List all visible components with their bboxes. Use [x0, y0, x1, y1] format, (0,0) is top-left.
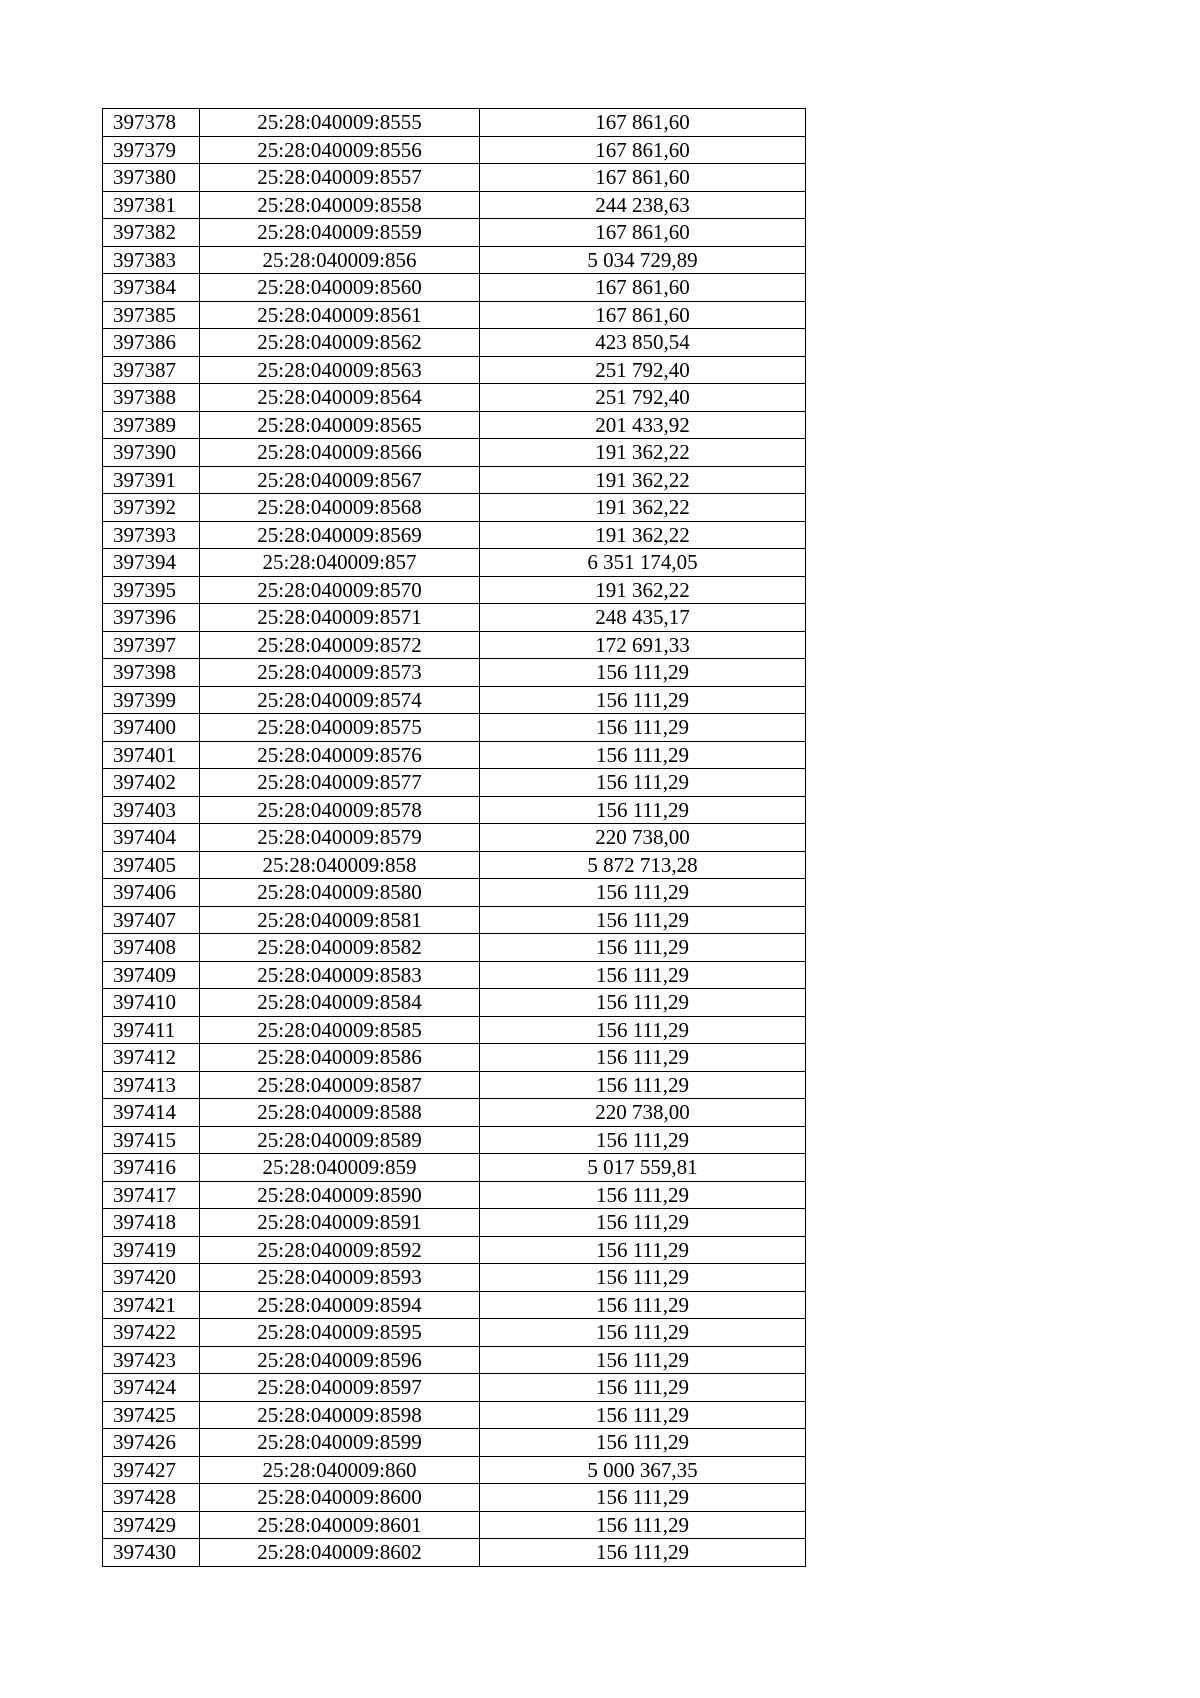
table-row	[103, 1291, 806, 1319]
cadastral-number-cell: 25:28:040009:8598	[200, 1401, 480, 1429]
table-row	[103, 1099, 806, 1127]
cadastral-number-cell: 25:28:040009:8599	[200, 1429, 480, 1457]
cadastral-number-cell: 25:28:040009:8596	[200, 1346, 480, 1374]
cadastral-number-cell: 25:28:040009:8562	[200, 329, 480, 357]
cadastral-number-cell: 25:28:040009:8564	[200, 384, 480, 412]
table-row	[103, 521, 806, 549]
cadastral-value-cell: 201 433,92	[480, 411, 806, 439]
cadastral-value-cell: 167 861,60	[480, 219, 806, 247]
cadastral-value-cell: 156 111,29	[480, 961, 806, 989]
row-number-cell: 397424	[103, 1374, 200, 1402]
table-row	[103, 136, 806, 164]
table-row	[103, 576, 806, 604]
row-number-cell: 397409	[103, 961, 200, 989]
row-number-cell: 397394	[103, 549, 200, 577]
cadastral-number-cell: 25:28:040009:8568	[200, 494, 480, 522]
cadastral-number-cell: 25:28:040009:8594	[200, 1291, 480, 1319]
cadastral-number-cell: 25:28:040009:8570	[200, 576, 480, 604]
cadastral-value-cell: 156 111,29	[480, 1429, 806, 1457]
row-number-cell: 397405	[103, 851, 200, 879]
cadastral-number-cell: 25:28:040009:8578	[200, 796, 480, 824]
cadastral-number-cell: 25:28:040009:8601	[200, 1511, 480, 1539]
row-number-cell: 397416	[103, 1154, 200, 1182]
table-row	[103, 1154, 806, 1182]
row-number-cell: 397380	[103, 164, 200, 192]
cadastral-number-cell: 25:28:040009:860	[200, 1456, 480, 1484]
cadastral-value-cell: 156 111,29	[480, 1511, 806, 1539]
row-number-cell: 397396	[103, 604, 200, 632]
cadastral-value-cell: 156 111,29	[480, 1291, 806, 1319]
row-number-cell: 397413	[103, 1071, 200, 1099]
row-number-cell: 397392	[103, 494, 200, 522]
table-row	[103, 329, 806, 357]
table-row	[103, 191, 806, 219]
table-row	[103, 384, 806, 412]
table-row	[103, 1071, 806, 1099]
cadastral-number-cell: 25:28:040009:8565	[200, 411, 480, 439]
row-number-cell: 397378	[103, 109, 200, 137]
cadastral-number-cell: 25:28:040009:8566	[200, 439, 480, 467]
cadastral-number-cell: 25:28:040009:8575	[200, 714, 480, 742]
cadastral-number-cell: 25:28:040009:8558	[200, 191, 480, 219]
row-number-cell: 397381	[103, 191, 200, 219]
cadastral-number-cell: 25:28:040009:8602	[200, 1539, 480, 1567]
table-row	[103, 1484, 806, 1512]
cadastral-value-cell: 156 111,29	[480, 796, 806, 824]
cadastral-value-cell: 156 111,29	[480, 741, 806, 769]
row-number-cell: 397388	[103, 384, 200, 412]
row-number-cell: 397404	[103, 824, 200, 852]
row-number-cell: 397395	[103, 576, 200, 604]
cadastral-value-cell: 156 111,29	[480, 1016, 806, 1044]
table-row	[103, 356, 806, 384]
table-row	[103, 659, 806, 687]
row-number-cell: 397421	[103, 1291, 200, 1319]
cadastral-value-cell: 167 861,60	[480, 164, 806, 192]
row-number-cell: 397422	[103, 1319, 200, 1347]
cadastral-value-cell: 220 738,00	[480, 824, 806, 852]
row-number-cell: 397410	[103, 989, 200, 1017]
cadastral-number-cell: 25:28:040009:8567	[200, 466, 480, 494]
row-number-cell: 397399	[103, 686, 200, 714]
cadastral-value-cell: 156 111,29	[480, 1071, 806, 1099]
cadastral-value-cell: 191 362,22	[480, 521, 806, 549]
table-row	[103, 1319, 806, 1347]
cadastral-value-cell: 244 238,63	[480, 191, 806, 219]
table-row	[103, 1264, 806, 1292]
cadastral-number-cell: 25:28:040009:8597	[200, 1374, 480, 1402]
row-number-cell: 397412	[103, 1044, 200, 1072]
cadastral-value-cell: 156 111,29	[480, 934, 806, 962]
cadastral-number-cell: 25:28:040009:856	[200, 246, 480, 274]
row-number-cell: 397386	[103, 329, 200, 357]
cadastral-value-cell: 156 111,29	[480, 686, 806, 714]
cadastral-number-cell: 25:28:040009:8581	[200, 906, 480, 934]
cadastral-value-cell: 248 435,17	[480, 604, 806, 632]
cadastral-value-cell: 423 850,54	[480, 329, 806, 357]
cadastral-number-cell: 25:28:040009:8561	[200, 301, 480, 329]
row-number-cell: 397417	[103, 1181, 200, 1209]
row-number-cell: 397420	[103, 1264, 200, 1292]
cadastral-number-cell: 25:28:040009:8600	[200, 1484, 480, 1512]
cadastral-number-cell: 25:28:040009:8577	[200, 769, 480, 797]
row-number-cell: 397419	[103, 1236, 200, 1264]
cadastral-number-cell: 25:28:040009:8574	[200, 686, 480, 714]
cadastral-value-cell: 167 861,60	[480, 136, 806, 164]
row-number-cell: 397389	[103, 411, 200, 439]
cadastral-number-cell: 25:28:040009:8557	[200, 164, 480, 192]
cadastral-value-cell: 5 017 559,81	[480, 1154, 806, 1182]
table-row	[103, 906, 806, 934]
table-row	[103, 246, 806, 274]
cadastral-number-cell: 25:28:040009:8586	[200, 1044, 480, 1072]
cadastral-number-cell: 25:28:040009:8587	[200, 1071, 480, 1099]
cadastral-number-cell: 25:28:040009:859	[200, 1154, 480, 1182]
cadastral-value-cell: 167 861,60	[480, 109, 806, 137]
table-row	[103, 824, 806, 852]
cadastral-value-cell: 191 362,22	[480, 466, 806, 494]
table-row	[103, 796, 806, 824]
row-number-cell: 397425	[103, 1401, 200, 1429]
row-number-cell: 397393	[103, 521, 200, 549]
table-row	[103, 934, 806, 962]
row-number-cell: 397397	[103, 631, 200, 659]
cadastral-value-cell: 156 111,29	[480, 1319, 806, 1347]
cadastral-value-cell: 156 111,29	[480, 1044, 806, 1072]
table-row	[103, 1429, 806, 1457]
row-number-cell: 397407	[103, 906, 200, 934]
cadastral-value-cell: 156 111,29	[480, 879, 806, 907]
table-row	[103, 989, 806, 1017]
table-row	[103, 439, 806, 467]
table-row	[103, 109, 806, 137]
row-number-cell: 397398	[103, 659, 200, 687]
cadastral-number-cell: 25:28:040009:8585	[200, 1016, 480, 1044]
cadastral-number-cell: 25:28:040009:8592	[200, 1236, 480, 1264]
table-row	[103, 301, 806, 329]
cadastral-number-cell: 25:28:040009:8584	[200, 989, 480, 1017]
row-number-cell: 397411	[103, 1016, 200, 1044]
cadastral-value-cell: 156 111,29	[480, 1374, 806, 1402]
row-number-cell: 397418	[103, 1209, 200, 1237]
row-number-cell: 397385	[103, 301, 200, 329]
cadastral-value-cell: 6 351 174,05	[480, 549, 806, 577]
row-number-cell: 397427	[103, 1456, 200, 1484]
table-row	[103, 961, 806, 989]
cadastral-number-cell: 25:28:040009:8579	[200, 824, 480, 852]
cadastral-value-cell: 5 872 713,28	[480, 851, 806, 879]
cadastral-value-cell: 156 111,29	[480, 1484, 806, 1512]
row-number-cell: 397387	[103, 356, 200, 384]
row-number-cell: 397423	[103, 1346, 200, 1374]
table-row	[103, 741, 806, 769]
cadastral-value-cell: 191 362,22	[480, 439, 806, 467]
cadastral-number-cell: 25:28:040009:8576	[200, 741, 480, 769]
table-row	[103, 219, 806, 247]
table-row	[103, 686, 806, 714]
row-number-cell: 397406	[103, 879, 200, 907]
table-row	[103, 466, 806, 494]
table-row	[103, 494, 806, 522]
cadastral-number-cell: 25:28:040009:8590	[200, 1181, 480, 1209]
cadastral-value-cell: 156 111,29	[480, 1209, 806, 1237]
cadastral-number-cell: 25:28:040009:8572	[200, 631, 480, 659]
table-body	[103, 109, 806, 1567]
table-row	[103, 1044, 806, 1072]
cadastral-value-cell: 156 111,29	[480, 659, 806, 687]
cadastral-number-cell: 25:28:040009:8580	[200, 879, 480, 907]
cadastral-number-cell: 25:28:040009:8556	[200, 136, 480, 164]
table-row	[103, 1511, 806, 1539]
cadastral-value-cell: 156 111,29	[480, 989, 806, 1017]
cadastral-value-cell: 191 362,22	[480, 494, 806, 522]
cadastral-value-cell: 156 111,29	[480, 1236, 806, 1264]
row-number-cell: 397414	[103, 1099, 200, 1127]
cadastral-value-cell: 156 111,29	[480, 1346, 806, 1374]
cadastral-value-cell: 156 111,29	[480, 1539, 806, 1567]
cadastral-number-cell: 25:28:040009:8555	[200, 109, 480, 137]
cadastral-value-table	[102, 108, 806, 1567]
cadastral-value-cell: 167 861,60	[480, 301, 806, 329]
cadastral-value-cell: 156 111,29	[480, 906, 806, 934]
row-number-cell: 397379	[103, 136, 200, 164]
cadastral-number-cell: 25:28:040009:8583	[200, 961, 480, 989]
row-number-cell: 397401	[103, 741, 200, 769]
table-row	[103, 164, 806, 192]
table-row	[103, 1236, 806, 1264]
row-number-cell: 397403	[103, 796, 200, 824]
cadastral-number-cell: 25:28:040009:8573	[200, 659, 480, 687]
cadastral-value-cell: 156 111,29	[480, 769, 806, 797]
cadastral-number-cell: 25:28:040009:8559	[200, 219, 480, 247]
cadastral-number-cell: 25:28:040009:8591	[200, 1209, 480, 1237]
cadastral-value-cell: 251 792,40	[480, 384, 806, 412]
cadastral-number-cell: 25:28:040009:8571	[200, 604, 480, 632]
cadastral-value-cell: 156 111,29	[480, 714, 806, 742]
row-number-cell: 397400	[103, 714, 200, 742]
cadastral-value-cell: 5 034 729,89	[480, 246, 806, 274]
table-row	[103, 1126, 806, 1154]
cadastral-value-cell: 172 691,33	[480, 631, 806, 659]
row-number-cell: 397384	[103, 274, 200, 302]
table-row	[103, 274, 806, 302]
table-row	[103, 631, 806, 659]
cadastral-number-cell: 25:28:040009:858	[200, 851, 480, 879]
table-row	[103, 1209, 806, 1237]
row-number-cell: 397390	[103, 439, 200, 467]
cadastral-number-cell: 25:28:040009:8595	[200, 1319, 480, 1347]
cadastral-value-cell: 167 861,60	[480, 274, 806, 302]
cadastral-value-cell: 220 738,00	[480, 1099, 806, 1127]
row-number-cell: 397382	[103, 219, 200, 247]
cadastral-number-cell: 25:28:040009:8588	[200, 1099, 480, 1127]
table-row	[103, 604, 806, 632]
cadastral-value-cell: 251 792,40	[480, 356, 806, 384]
table-row	[103, 1016, 806, 1044]
cadastral-number-cell: 25:28:040009:8560	[200, 274, 480, 302]
row-number-cell: 397428	[103, 1484, 200, 1512]
cadastral-number-cell: 25:28:040009:8569	[200, 521, 480, 549]
cadastral-number-cell: 25:28:040009:857	[200, 549, 480, 577]
table-row	[103, 851, 806, 879]
row-number-cell: 397391	[103, 466, 200, 494]
table-row	[103, 549, 806, 577]
cadastral-value-cell: 5 000 367,35	[480, 1456, 806, 1484]
cadastral-number-cell: 25:28:040009:8589	[200, 1126, 480, 1154]
table-row	[103, 769, 806, 797]
table-row	[103, 1346, 806, 1374]
row-number-cell: 397430	[103, 1539, 200, 1567]
table-row	[103, 1456, 806, 1484]
row-number-cell: 397383	[103, 246, 200, 274]
table-row	[103, 1374, 806, 1402]
cadastral-number-cell: 25:28:040009:8582	[200, 934, 480, 962]
row-number-cell: 397415	[103, 1126, 200, 1154]
cadastral-value-cell: 156 111,29	[480, 1126, 806, 1154]
table-row	[103, 1181, 806, 1209]
cadastral-value-cell: 191 362,22	[480, 576, 806, 604]
table-row	[103, 1401, 806, 1429]
table-row	[103, 714, 806, 742]
row-number-cell: 397429	[103, 1511, 200, 1539]
cadastral-value-cell: 156 111,29	[480, 1264, 806, 1292]
row-number-cell: 397426	[103, 1429, 200, 1457]
row-number-cell: 397402	[103, 769, 200, 797]
cadastral-number-cell: 25:28:040009:8563	[200, 356, 480, 384]
table-row	[103, 1539, 806, 1567]
cadastral-value-cell: 156 111,29	[480, 1181, 806, 1209]
row-number-cell: 397408	[103, 934, 200, 962]
table-row	[103, 411, 806, 439]
table-row	[103, 879, 806, 907]
cadastral-number-cell: 25:28:040009:8593	[200, 1264, 480, 1292]
cadastral-value-cell: 156 111,29	[480, 1401, 806, 1429]
